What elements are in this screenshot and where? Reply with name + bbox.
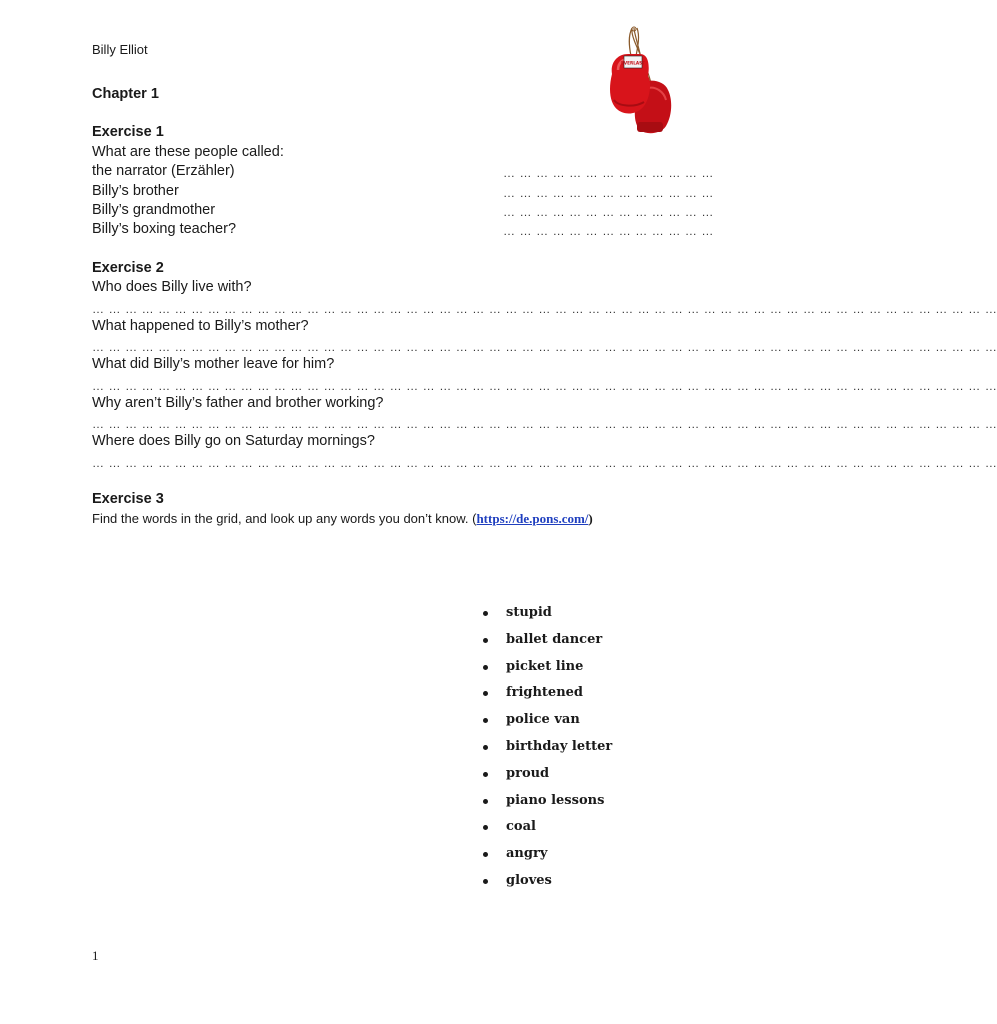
list-item: angry xyxy=(482,846,612,873)
answer-blank[interactable]: … … … … … … … … … … … … … xyxy=(503,166,715,180)
page-number: 1 xyxy=(92,948,99,963)
word-list xyxy=(482,605,612,900)
exercise-2-question: Who does Billy live with? xyxy=(92,279,252,295)
answer-blank[interactable]: … … … … … … … … … … … … … xyxy=(503,186,715,200)
exercise-3-title: Exercise 3 xyxy=(92,491,164,507)
exercise-1-item: Billy’s grandmother xyxy=(92,202,216,218)
answer-line[interactable]: … … … … … … … … … … … … … … … … … … … … … … … … … … … … … … … … … … … … … … … … … … … … … … … … … … … … … … … xyxy=(92,417,997,431)
list-item: gloves xyxy=(482,873,612,900)
answer-blank[interactable]: … … … … … … … … … … … … … xyxy=(503,205,715,219)
chapter-heading: Chapter 1 xyxy=(92,86,159,102)
list-item: proud xyxy=(482,766,612,793)
exercise-1-item: the narrator (Erzähler) xyxy=(92,163,235,179)
list-item: picket line xyxy=(482,659,612,686)
answer-blank[interactable]: … … … … … … … … … … … … … xyxy=(503,224,715,238)
list-item: frightened xyxy=(482,685,612,712)
answer-line[interactable]: … … … … … … … … … … … … … … … … … … … … … … … … … … … … … … … … … … … … … … … … … … … … … … … … … … … … … … … xyxy=(92,456,997,470)
exercise-2-question: Why aren’t Billy’s father and brother working? xyxy=(92,395,384,411)
list-item: coal xyxy=(482,819,612,846)
exercise-1-item: Billy’s boxing teacher? xyxy=(92,221,237,237)
instruction-text: Find the words in the grid, and look up any words you don’t know. ( xyxy=(92,511,477,526)
answer-line[interactable]: … … … … … … … … … … … … … … … … … … … … … … … … … … … … … … … … … … … … … … … … … … … … … … … … … … … … … … … xyxy=(92,302,997,316)
list-item: ballet dancer xyxy=(482,632,612,659)
list-item: stupid xyxy=(482,605,612,632)
exercise-2-title: Exercise 2 xyxy=(92,260,164,276)
exercise-1-item: Billy’s brother xyxy=(92,183,179,199)
answer-line[interactable]: … … … … … … … … … … … … … … … … … … … … … … … … … … … … … … … … … … … … … … … … … … … … … … … … … … … … … … … xyxy=(92,379,997,393)
list-item: police van xyxy=(482,712,612,739)
answer-line[interactable]: … … … … … … … … … … … … … … … … … … … … … … … … … … … … … … … … … … … … … … … … … … … … … … … … … … … … … … … xyxy=(92,340,997,354)
pons-dictionary-link[interactable]: https://de.pons.com/ xyxy=(476,511,589,526)
list-item: piano lessons xyxy=(482,793,612,820)
document-header: Billy Elliot xyxy=(92,42,148,57)
exercise-1-title: Exercise 1 xyxy=(92,124,164,140)
list-item: birthday letter xyxy=(482,739,612,766)
closing-paren: ) xyxy=(588,511,593,526)
exercise-3-instruction xyxy=(92,511,593,527)
svg-text:EVERLAST: EVERLAST xyxy=(621,60,645,66)
exercise-2-question: Where does Billy go on Saturday mornings? xyxy=(92,433,375,449)
exercise-1-question: What are these people called: xyxy=(92,144,284,160)
exercise-2-question: What did Billy’s mother leave for him? xyxy=(92,356,335,372)
exercise-2-question: What happened to Billy’s mother? xyxy=(92,318,309,334)
boxing-gloves-icon xyxy=(604,26,674,138)
